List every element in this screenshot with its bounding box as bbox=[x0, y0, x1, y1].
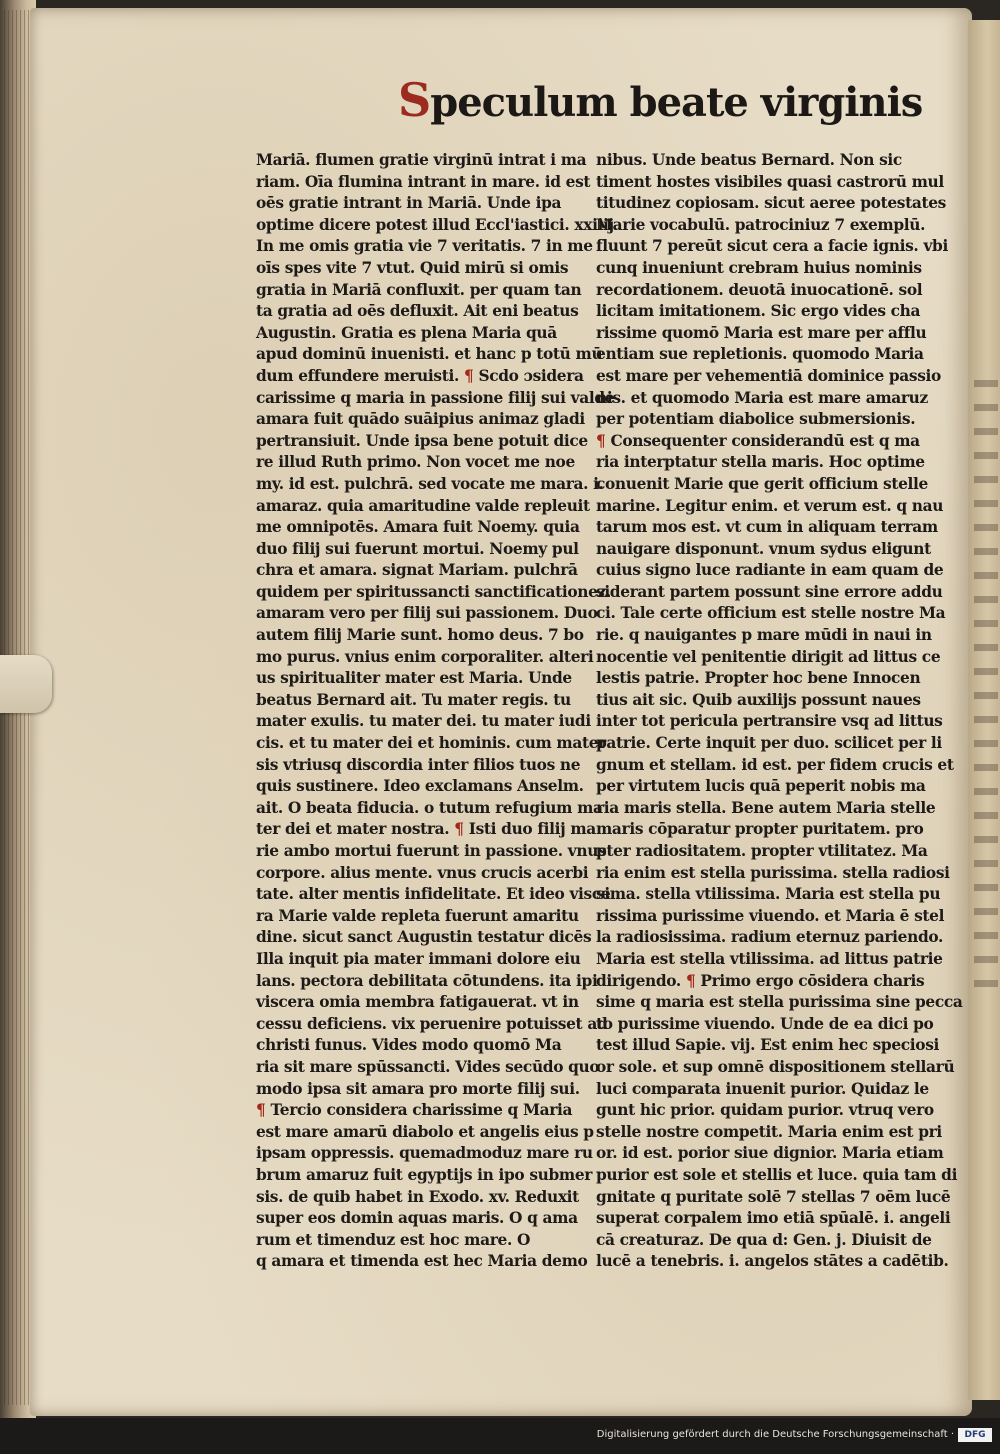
text-line: sis. de quib habet in Exodo. xv. Reduxit bbox=[256, 1187, 579, 1206]
text-line: entiam sue repletionis. quomodo Maria bbox=[596, 345, 924, 364]
text-line: my. id est. pulchrā. sed vocate me mara. i. bbox=[256, 474, 604, 493]
text-line: rie. q nauigantes p mare mūdi in naui in bbox=[596, 626, 932, 645]
text-line: corpore. alius mente. vnus crucis acerbi bbox=[256, 863, 589, 882]
text-line: oēs gratie intrant in Mariā. Unde ipa bbox=[256, 194, 562, 213]
text-line: gnum et stellam. id est. per fidem crucis et bbox=[596, 755, 954, 774]
text-line: q amara et timenda est hec Maria demo bbox=[256, 1252, 588, 1271]
text-line: siderant partem possunt sine errore addu bbox=[596, 582, 943, 601]
text-line: lans. pectora debilitata cōtundens. ita ipi bbox=[256, 971, 598, 990]
text-line: nauigare disponunt. vnum sydus eligunt bbox=[596, 539, 931, 558]
text-line: conuenit Marie que gerit officium stelle bbox=[596, 474, 928, 493]
text-line: cā creaturaz. De qua d: Gen. j. Diuisit de bbox=[596, 1230, 932, 1249]
text-line: inter tot pericula pertransire vsq ad littus bbox=[596, 712, 943, 731]
text-line: quidem per spiritussancti sanctificationez. bbox=[256, 582, 611, 601]
dfg-logo: DFG bbox=[958, 1428, 992, 1442]
paragraph-mark: ¶ bbox=[596, 431, 606, 450]
text-line: lucē a tenebris. i. angelos stātes a cadētib. bbox=[596, 1252, 949, 1271]
text-line: dine. sicut sanct Augustin testatur dicēs bbox=[256, 928, 592, 947]
text-line: amaram vero per filij sui passionem. Duo bbox=[256, 604, 598, 623]
text-line: marine. Legitur enim. et verum est. q nau bbox=[596, 496, 944, 515]
paragraph-mark: ¶ bbox=[454, 820, 464, 839]
text-line: amaraz. quia amaritudine valde repleuit bbox=[256, 496, 590, 515]
text-line: apud dominū inuenisti. et hanc p totū mū bbox=[256, 345, 603, 364]
text-line: riam. Oīa flumina intrant in mare. id est bbox=[256, 172, 591, 191]
paragraph-mark: ¶ bbox=[463, 366, 474, 385]
text-line: christi funus. Vides modo quomō Ma bbox=[256, 1036, 562, 1055]
text-line: cuius signo luce radiante in eam quam de bbox=[596, 561, 944, 580]
text-line: Marie vocabulū. patrociniuz 7 exemplū. bbox=[596, 215, 926, 234]
text-line: test illud Sapie. vij. Est enim hec speciosi bbox=[596, 1036, 940, 1055]
text-line: duo filij sui fuerunt mortui. Noemy pul bbox=[256, 539, 579, 558]
text-line: gratia in Mariā confluxit. per quam tan bbox=[256, 280, 582, 299]
text-line: ria enim est stella purissima. stella radiosi bbox=[596, 863, 950, 882]
text-line: pter radiositatem. propter vtilitatez. Ma bbox=[596, 842, 928, 860]
text-line: carissime q maria in passione filij sui valde bbox=[256, 388, 615, 407]
text-line: beatus Bernard ait. Tu mater regis. tu bbox=[256, 690, 571, 709]
text-line: or. id est. porior siue dignior. Maria etiam bbox=[596, 1144, 944, 1163]
text-line: purior est sole et stellis et luce. quia tam di bbox=[596, 1165, 958, 1184]
text-line: mo purus. vnius enim corporaliter. alteri bbox=[256, 647, 594, 666]
running-head-title: peculum beate virginis bbox=[430, 79, 923, 126]
text-line: sime q maria est stella purissima sine pecca bbox=[596, 993, 963, 1012]
text-line: ria interptatur stella maris. Hoc optime bbox=[596, 453, 925, 472]
text-line: Illa inquit pia mater immani dolore eiu bbox=[256, 949, 581, 968]
text-line: modo ipsa sit amara pro morte filij sui. bbox=[256, 1079, 580, 1098]
text-line: ipsam oppressis. quemadmoduz mare ru bbox=[256, 1144, 593, 1163]
text-line: stelle nostre competit. Maria enim est pri bbox=[596, 1122, 942, 1141]
text-line: viscera omia membra fatigauerat. vt in bbox=[256, 993, 579, 1012]
running-head-initial: S bbox=[398, 73, 431, 127]
text-line: ta gratia ad oēs defluxit. Ait eni beatus bbox=[256, 302, 579, 321]
text-line: to purissime viuendo. Unde de ea dici po bbox=[596, 1014, 934, 1033]
text-line: In me omis gratia vie 7 veritatis. 7 in me bbox=[256, 237, 593, 256]
text-line: est mare amarū diabolo et angelis eius p bbox=[256, 1122, 594, 1141]
text-line: ci. Tale certe officium est stelle nostre Ma bbox=[596, 604, 946, 623]
text-line: patrie. Certe inquit per duo. scilicet per li bbox=[596, 734, 942, 753]
text-line: dum effundere meruisti. ¶ Scdo ɔsidera bbox=[256, 366, 584, 385]
text-line: ait. O beata fiducia. o tutum refugium ma bbox=[256, 798, 603, 817]
text-line: rissime quomō Maria est mare per afflu bbox=[596, 323, 927, 342]
text-line: ria sit mare spūssancti. Vides secūdo quo bbox=[256, 1057, 600, 1076]
text-line: luci comparata inuenit purior. Quidaz le bbox=[596, 1079, 929, 1098]
text-line: ria maris stella. Bene autem Maria stelle bbox=[596, 798, 936, 817]
next-page-text-fragment bbox=[974, 380, 998, 1000]
text-line: dirigendo. ¶ Primo ergo cōsidera charis bbox=[596, 971, 925, 990]
text-line: quis sustinere. Ideo exclamans Anselm. bbox=[256, 777, 584, 796]
text-line: Mariā. flumen gratie virginū intrat i ma bbox=[256, 151, 587, 169]
text-line: Maria est stella vtilissima. ad littus patrie bbox=[596, 949, 943, 968]
text-line: rie ambo mortui fuerunt in passione. vnus bbox=[256, 842, 607, 860]
text-line: pertransiuit. Unde ipsa bene potuit dice bbox=[256, 431, 588, 450]
paragraph-mark: ¶ bbox=[685, 971, 696, 990]
text-line: licitam imitationem. Sic ergo vides cha bbox=[596, 302, 921, 321]
text-line: rum et timenduz est hoc mare. O bbox=[256, 1230, 531, 1249]
text-line: cessu deficiens. vix peruenire potuisset ad bbox=[256, 1014, 608, 1033]
paragraph-mark: ¶ bbox=[256, 1101, 266, 1120]
running-head bbox=[398, 70, 923, 130]
text-line: sima. stella vtilissima. Maria est stella pu bbox=[596, 885, 941, 904]
text-line: tate. alter mentis infidelitate. Et ideo visce bbox=[256, 885, 611, 904]
text-line: super eos domin aquas maris. O q ama bbox=[256, 1209, 578, 1228]
text-line: nis. et quomodo Maria est mare amaruz bbox=[596, 388, 928, 407]
text-column-left bbox=[256, 150, 615, 1273]
text-line: chra et amara. signat Mariam. pulchrā bbox=[256, 561, 578, 580]
text-line: mater exulis. tu mater dei. tu mater iudi bbox=[256, 712, 591, 731]
text-line: ra Marie valde repleta fuerunt amaritu bbox=[256, 906, 579, 925]
book-clasp bbox=[0, 655, 52, 713]
text-line: est mare per vehementiā dominice passio bbox=[596, 366, 941, 385]
text-line: cunq inueniunt crebram huius nominis bbox=[596, 258, 922, 277]
text-column-right bbox=[596, 150, 963, 1273]
text-line: superat corpalem imo etiā spūalē. i. angeli bbox=[596, 1209, 951, 1228]
text-line: nibus. Unde beatus Bernard. Non sic bbox=[596, 151, 902, 169]
text-line: tarum mos est. vt cum in aliquam terram bbox=[596, 518, 938, 537]
text-line: Augustin. Gratia es plena Maria quā bbox=[256, 323, 557, 342]
text-line: tius ait sic. Quib auxilijs possunt naues bbox=[596, 690, 921, 709]
text-line: ter dei et mater nostra. ¶ Isti duo filij ma bbox=[256, 820, 596, 839]
text-line: recordationem. deuotā inuocationē. sol bbox=[596, 280, 923, 299]
text-line: cis. et tu mater dei et hominis. cum mater bbox=[256, 734, 606, 753]
text-line: timent hostes visibiles quasi castrorū mul bbox=[596, 172, 944, 191]
text-line: nocentie vel penitentie dirigit ad littus ce bbox=[596, 647, 941, 666]
text-line: re illud Ruth primo. Non vocet me noe bbox=[256, 453, 575, 472]
text-line: per potentiam diabolice submersionis. bbox=[596, 410, 916, 429]
text-line: us spiritualiter mater est Maria. Unde bbox=[256, 669, 572, 688]
text-line: per virtutem lucis quā peperit nobis ma bbox=[596, 777, 926, 796]
text-line: rissima purissime viuendo. et Maria ē stel bbox=[596, 906, 945, 925]
text-line: or sole. et sup omnē dispositionem stellarū bbox=[596, 1057, 955, 1076]
text-line: ¶ Consequenter considerandū est q ma bbox=[596, 431, 920, 450]
text-line: lestis patrie. Propter hoc bene Innocen bbox=[596, 669, 921, 688]
text-line: ¶ Tercio considera charissime q Maria bbox=[256, 1101, 573, 1120]
text-line: gnitate q puritate solē 7 stellas 7 oēm lucē bbox=[596, 1187, 951, 1206]
text-line: optime dicere potest illud Eccl'iastici. xxiiij bbox=[256, 215, 614, 234]
funding-credit: Digitalisierung gefördert durch die Deutsche Forschungsgemeinschaft · bbox=[596, 1429, 954, 1440]
text-line: autem filij Marie sunt. homo deus. 7 bo bbox=[256, 626, 584, 645]
text-line: amara fuit quādo suāipius animaz gladi bbox=[256, 410, 585, 429]
text-line: titudinez copiosam. sicut aeree potestates bbox=[596, 194, 946, 213]
text-line: gunt hic prior. quidam purior. vtruq vero bbox=[596, 1101, 934, 1120]
text-line: maris cōparatur propter puritatem. pro bbox=[596, 820, 924, 839]
text-line: sis vtriusq discordia inter filios tuos ne bbox=[256, 755, 581, 774]
text-line: brum amaruz fuit egyptijs in ipo submer bbox=[256, 1165, 593, 1184]
text-line: la radiosissima. radium eternuz pariendo. bbox=[596, 928, 944, 947]
text-line: me omnipotēs. Amara fuit Noemy. quia bbox=[256, 518, 580, 537]
text-line: oīs spes vite 7 vtut. Quid mirū si omis bbox=[256, 258, 569, 277]
text-line: fluunt 7 pereūt sicut cera a facie ignis. vbi bbox=[596, 237, 948, 256]
